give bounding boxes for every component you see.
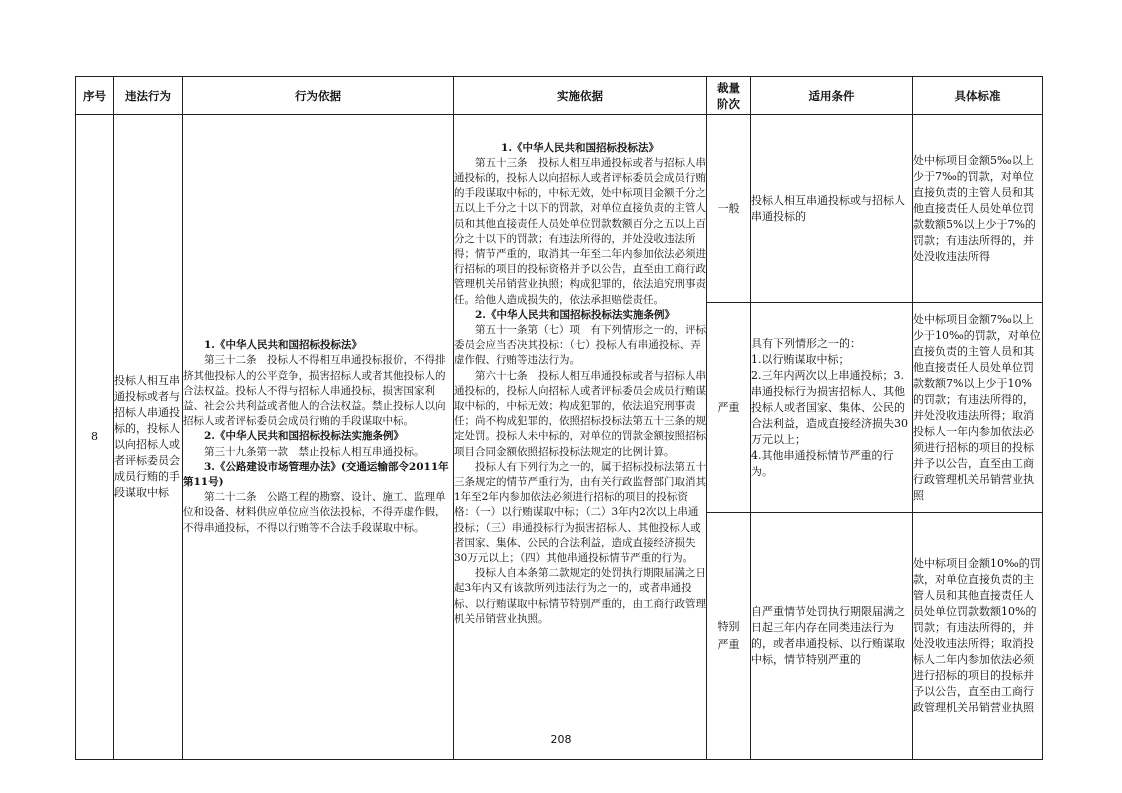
implementation-basis-content <box>454 141 706 734</box>
condition-serious-text: 具有下列情形之一的： 1.以行贿谋取中标； 2.三年内两次以上串通投标；3.串通投标行为损害招标人、其他投标人或者国家、集体、公民的合法利益，造成直接经济损失30万元以上； 4.其他串通投标情节严重的行为。 <box>751 336 908 478</box>
impl-paragraph: 第五十三条 投标人相互串通投标或者与招标人串通投标的，投标人以向招标人或者评标委员会成员行贿的手段谋取中标的，中标无效，处中标项目金额千分之五以上千分之十以下的罚款，对单位直接负责的主管人员和其他直接责任人员处单位罚款数额百分之五以上百分之十以下的罚款；有违法所得的，并处没收违法所得；情节严重的，取消其一年至二年内参加依法必须进行招标的项目的投标资格并予以公告，直至由工商行政管理机关吊销营业执照；构成犯罪的，依法追究刑事责任。给他人造成损失的，依法承担赔偿责任。 <box>454 156 706 306</box>
basis-heading: 2.《中华人民共和国招标投标法实施条例》 <box>204 430 404 443</box>
penalty-table <box>75 76 1043 760</box>
header-violation: 违法行为 <box>114 77 183 115</box>
basis-heading: 3.《公路建设市场管理办法》(交通运输部令2011年第11号) <box>183 460 449 488</box>
level-especially-serious-label: 特别严重 <box>717 620 740 651</box>
table-row <box>76 115 1043 303</box>
basis-paragraph: 第二十二条 公路工程的勘察、设计、施工、监理单位和设备、材料供应单位应当依法投标，不得弄虚作假，不得串通投标，不得以行贿等不合法手段谋取中标。 <box>183 491 446 534</box>
violation-text: 投标人相互串通投标或者与招标人串通投标的，投标人以向招标人或者评标委员会成员行贿的手段谋取中标 <box>114 115 183 760</box>
header-legal-basis: 行为依据 <box>183 77 454 115</box>
basis-paragraph: 第三十二条 投标人不得相互串通投标报价，不得排挤其他投标人的公平竞争，损害招标人或者其他投标人的合法权益。投标人不得与招标人串通投标，损害国家利益、社会公共利益或者他人的合法权益。禁止投标人以向招标人或者评标委员会成员行贿的手段谋取中标。 <box>183 354 446 428</box>
standard-general: 处中标项目金额5‰以上少于7‰的罚款，对单位直接负责的主管人员和其他直接责任人员处单位罚款数额5%以上少于7%的罚款；有违法所得的，并处没收违法所得 <box>913 115 1043 303</box>
legal-basis-cell <box>183 115 454 760</box>
header-conditions: 适用条件 <box>751 77 913 115</box>
impl-heading: 1.《中华人民共和国招标投标法》 <box>501 141 659 154</box>
legal-basis-content <box>183 338 453 536</box>
header-standards: 具体标准 <box>913 77 1043 115</box>
impl-paragraph: 投标人有下列行为之一的，属于招标投标法第五十三条规定的情节严重行为，由有关行政监督部门取消其1年至2年内参加依法必须进行招标的项目的投标资格：（一）以行贿谋取中标；（二）3年内2次以上串通投标；（三）串通投标行为损害招标人、其他投标人或者国家、集体、公民的合法利益，造成直接经济损失30万元以上；（四）其他串通投标情节严重的行为。 <box>454 460 706 564</box>
impl-paragraph: 第六十七条 投标人相互串通投标或者与招标人串通投标的，投标人向招标人或者评标委员会成员行贿谋取中标的，中标无效；构成犯罪的，依法追究刑事责任；尚不构成犯罪的，依照招标投标法第五十三条的规定处罚。投标人未中标的，对单位的罚款金额按照招标项目合同金额依照招标投标法规定的比例计算。 <box>454 369 706 458</box>
header-implementation-basis: 实施依据 <box>454 77 707 115</box>
impl-paragraph: 投标人自本条第二款规定的处罚执行期限届满之日起3年内又有该款所列违法行为之一的，或者串通投标、以行贿谋取中标情节特别严重的，由工商行政管理机关吊销营业执照。 <box>454 567 706 625</box>
level-serious <box>707 303 751 513</box>
condition-serious <box>751 303 913 513</box>
basis-paragraph: 第三十九条第一款 禁止投标人相互串通投标。 <box>204 445 425 458</box>
impl-heading: 2.《中华人民共和国招标投标法实施条例》 <box>475 308 675 321</box>
row-seq: 8 <box>76 115 114 760</box>
impl-paragraph: 第五十一条第（七）项 有下列情形之一的，评标委员会应当否决其投标：（七）投标人有串通投标、弄虚作假、行贿等违法行为。 <box>454 323 706 367</box>
header-discretion-level: 裁量阶次 <box>707 77 751 115</box>
level-general: 一般 <box>707 115 751 303</box>
condition-especially-serious: 自严重情节处罚执行期限届满之日起三年内存在同类违法行为的，或者串通投标、以行贿谋取中标，情节特别严重的 <box>751 513 913 760</box>
level-serious-label: 严重 <box>717 400 740 414</box>
table-header-row <box>76 77 1043 115</box>
standard-especially-serious: 处中标项目金额10‰的罚款，对单位直接负责的主管人员和其他直接责任人员处单位罚款数额10%的罚款；有违法所得的，并处没收违法所得；取消投标人二年内参加依法必须进行招标的项目的投标并予以公告，直至由工商行政管理机关吊销营业执照 <box>913 513 1043 760</box>
level-especially-serious <box>707 513 751 760</box>
standard-serious: 处中标项目金额7‰以上少于10‰的罚款，对单位直接负责的主管人员和其他直接责任人员处单位罚款数额7%以上少于10%的罚款；有违法所得的，并处没收违法所得；取消投标人一年内参加依法必须进行招标的项目的投标并予以公告，直至由工商行政管理机关吊销营业执照 <box>913 303 1043 513</box>
implementation-basis-cell <box>454 115 707 760</box>
header-seq: 序号 <box>76 77 114 115</box>
page-number: 208 <box>550 733 572 746</box>
condition-general: 投标人相互串通投标或与招标人串通投标的 <box>751 115 913 303</box>
basis-heading: 1.《中华人民共和国招标投标法》 <box>204 339 362 352</box>
